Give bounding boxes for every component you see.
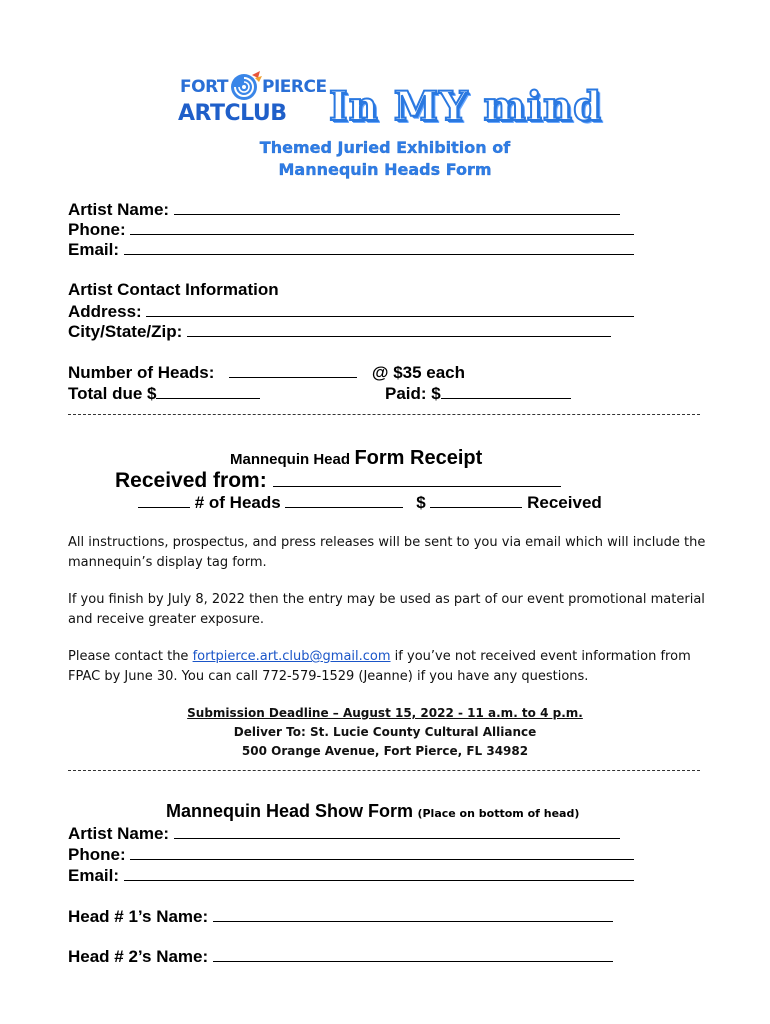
show-phone-field[interactable]: Phone: — [68, 844, 634, 865]
show-form-title: Mannequin Head Show Form (Place on bottom of head) — [166, 801, 580, 821]
fort-pierce-art-club-logo — [178, 69, 328, 139]
address-field[interactable]: Address: — [68, 301, 634, 322]
email-field[interactable]: Email: — [68, 239, 634, 260]
deliver-to: Deliver To: St. Lucie County Cultural Alliance — [233, 725, 537, 739]
head-1-name-field[interactable]: Head # 1’s Name: — [68, 906, 613, 927]
receipt-heads-line[interactable]: # of Heads $ Received — [138, 492, 602, 513]
phone-field[interactable]: Phone: — [68, 219, 634, 240]
total-due-blank[interactable] — [156, 383, 260, 399]
head-2-name-blank[interactable] — [213, 946, 613, 962]
number-of-heads-field[interactable]: Number of Heads: @ $35 each — [68, 363, 466, 382]
price-each: @ $35 each — [371, 363, 466, 382]
exhibition-title: In MY mind — [329, 83, 603, 130]
received-from-blank[interactable] — [273, 469, 561, 487]
header — [0, 55, 770, 135]
logo-artclub-text: ARTCLUB — [178, 101, 287, 126]
artist-name-blank[interactable] — [174, 199, 620, 215]
city-state-zip-field[interactable]: City/State/Zip: — [68, 321, 611, 342]
show-email-field[interactable]: Email: — [68, 865, 634, 886]
receipt-amount-blank[interactable] — [430, 492, 522, 508]
received-from-field[interactable]: Received from: — [115, 469, 561, 493]
deliver-address: 500 Orange Avenue, Fort Pierce, FL 34982 — [241, 744, 529, 758]
subtitle-line-1: Themed Juried Exhibition of — [259, 138, 511, 157]
submission-deadline: Submission Deadline – August 15, 2022 - 11 a.m. to 4 p.m. — [187, 706, 583, 720]
total-due-field[interactable]: Total due $ — [68, 383, 260, 404]
info-paragraph-3: Please contact the fortpierce.art.club@gmail.com if you’ve not received event information from FPAC by June 30. You can call 772-579-1529 (Jeanne) if you have any questions. — [68, 649, 691, 684]
receipt-heads-count-blank[interactable] — [138, 492, 190, 508]
show-email-blank[interactable] — [124, 865, 634, 881]
address-blank[interactable] — [146, 301, 634, 317]
logo-pierce-text: PIERCE — [262, 77, 327, 97]
head-2-name-field[interactable]: Head # 2’s Name: — [68, 946, 613, 967]
receipt-title: Mannequin Head Form Receipt — [230, 447, 483, 469]
cut-line-1 — [68, 414, 700, 415]
head-1-name-blank[interactable] — [213, 906, 613, 922]
show-phone-blank[interactable] — [130, 844, 634, 860]
subtitle-line-2: Mannequin Heads Form — [278, 160, 492, 179]
paid-blank[interactable] — [441, 383, 571, 399]
artist-name-field[interactable]: Artist Name: — [68, 199, 620, 220]
logo-fort-text: FORT — [180, 77, 228, 97]
nautilus-shell-icon — [228, 69, 264, 103]
show-artist-name-blank[interactable] — [174, 823, 620, 839]
receipt-heads-blank[interactable] — [285, 492, 403, 508]
info-paragraph-2: If you finish by July 8, 2022 then the entry may be used as part of our event promotional material and receive greater exposure. — [68, 592, 705, 627]
email-link[interactable]: fortpierce.art.club@gmail.com — [192, 649, 391, 664]
cut-line-2 — [68, 770, 700, 771]
show-artist-name-field[interactable]: Artist Name: — [68, 823, 620, 844]
paid-field[interactable]: Paid: $ — [385, 383, 571, 404]
number-of-heads-blank[interactable] — [229, 362, 357, 378]
city-state-zip-blank[interactable] — [187, 321, 611, 337]
email-blank[interactable] — [124, 239, 634, 255]
info-paragraph-1: All instructions, prospectus, and press releases will be sent to you via email which will include the mannequin’s display tag form. — [68, 535, 706, 570]
phone-blank[interactable] — [130, 219, 634, 235]
contact-heading: Artist Contact Information — [68, 280, 279, 299]
